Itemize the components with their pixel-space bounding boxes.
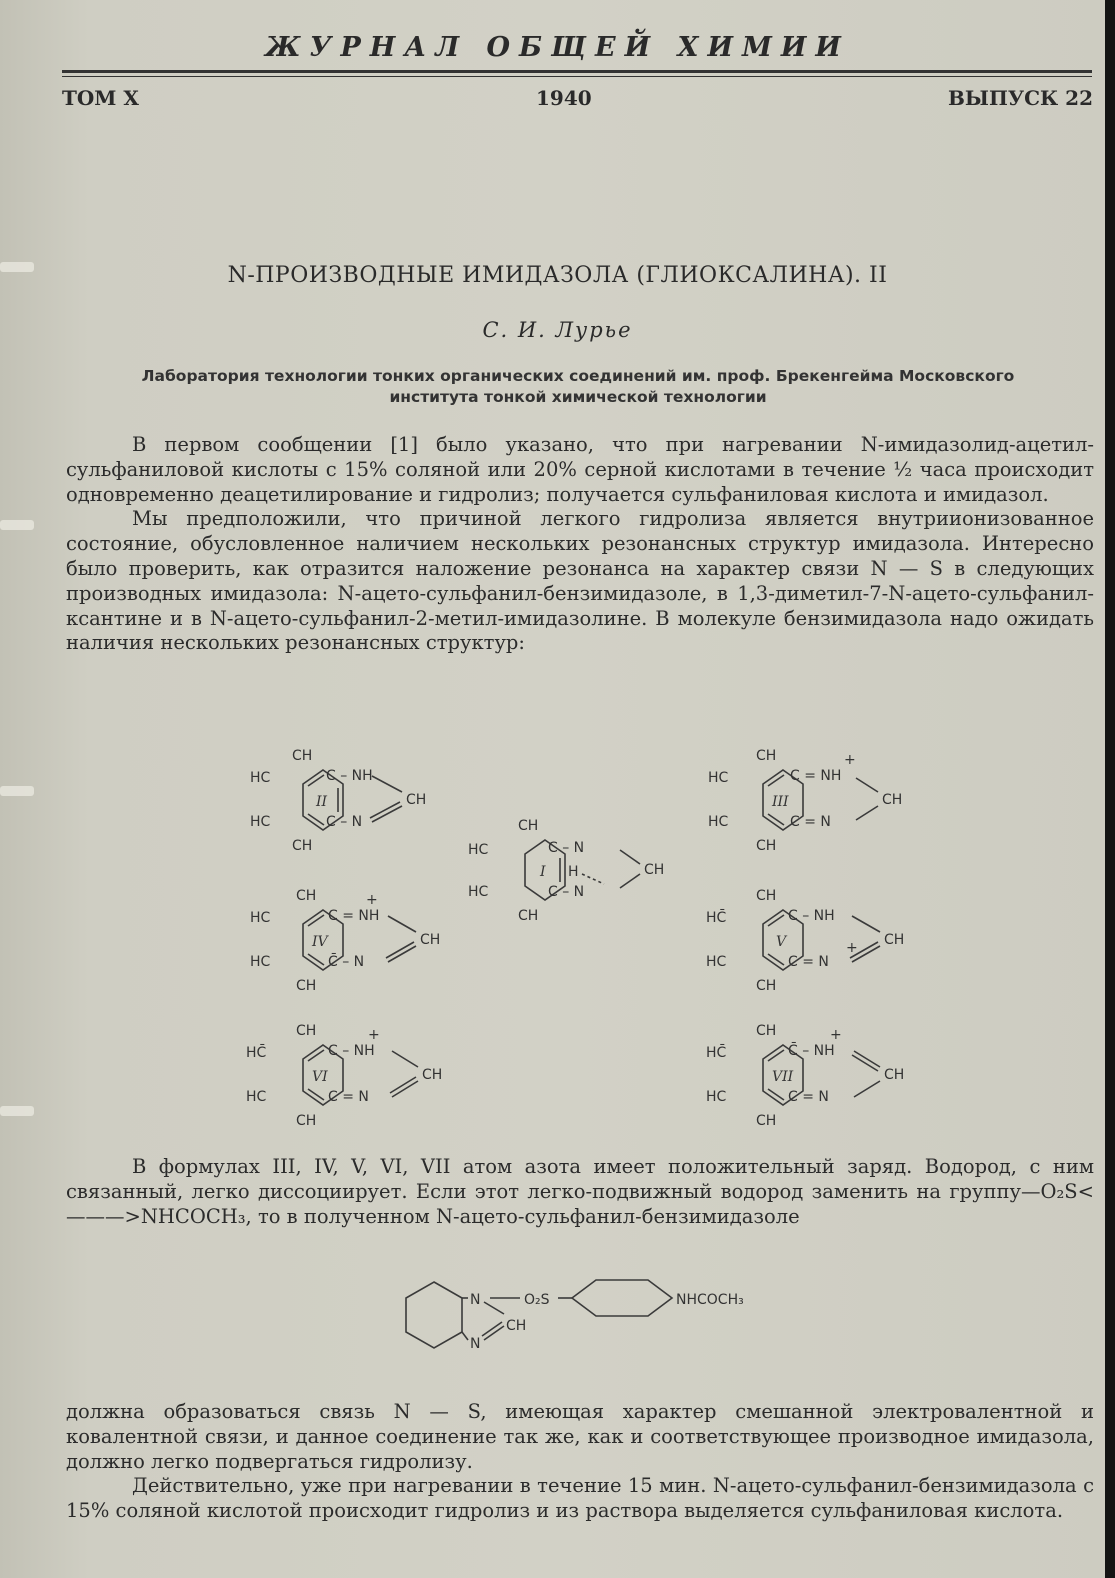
volume-label: ТОМ X (62, 86, 139, 110)
paragraph-2: Мы предположили, что причиной легкого гидролиза является внутриионизованное состояние, обусловленное наличием нескольких резонансных структур имидазола. Интересно было проверить, как отразится наложение резонанса на характер связи N — S в следующих производных имидазола: N-ацето-сульфанил-бензимидазоле, в 1,3-диметил-7-N-ацето-сульфанил-ксантине и в N-ацето-сульфанил-2-метил-имидазолине. В молекуле бензимидазола надо ожидать наличия нескольких резонансных структур: (66, 507, 1094, 655)
label-ch-top: CH (518, 818, 539, 834)
ring-double-bond (768, 915, 784, 926)
label-c-n: C – N (548, 884, 585, 900)
paragraph-3: В формулах III, IV, V, VI, VII атом азота имеет положительный заряд. Водород, с ним связанный, легко диссоциирует. Если этот легко-подвижный водород заменить на группу—O₂S<———>NHCOCH₃, то в полученном N-ацето-сульфанил-бензимидазоле (66, 1155, 1094, 1228)
label-n-top: N (470, 1292, 481, 1308)
affiliation-line-1: Лаборатория технологии тонких органических соединений им. проф. Брекенгейма Московского (141, 367, 1015, 385)
plus-charge: + (844, 752, 856, 768)
numeral-V: V (776, 934, 787, 950)
label-ch: CH (420, 932, 441, 948)
paragraph-5: Действительно, уже при нагревании в течение 15 мин. N-ацето-сульфанил-бензимидазола с 15% соляной кислотой происходит гидролиз и из раствора выделяется сульфаниловая кислота. (66, 1474, 1094, 1523)
intro-text (66, 433, 1094, 656)
header-rule-thin (62, 76, 1092, 77)
year-label: 1940 (536, 86, 592, 110)
label-ch-bottom: CH (296, 978, 317, 994)
label-hc: HC (708, 814, 729, 830)
article-author: С. И. Лурье (482, 318, 633, 342)
label-n-bottom: N (470, 1336, 481, 1352)
label-ch-top: CH (756, 1023, 777, 1039)
label-hc-minus: HC̄ (246, 1045, 267, 1061)
header-rule (62, 70, 1092, 73)
label-hc: HC (468, 842, 489, 858)
label-ch-top: CH (296, 888, 317, 904)
label-ch-top: CH (296, 1023, 317, 1039)
label-c-n: C – N (548, 840, 585, 856)
bond (392, 1051, 418, 1067)
bond (620, 874, 640, 888)
benzene-ring (406, 1282, 462, 1348)
plus-charge: + (368, 1027, 380, 1043)
middle-text (66, 1155, 1094, 1229)
plus-charge: + (366, 892, 378, 908)
label-ch: CH (884, 1067, 905, 1083)
label-hc-minus: HC̄ (706, 1045, 727, 1061)
label-hc-minus: HC̄ (706, 910, 727, 926)
label-ch-bottom: CH (292, 838, 313, 854)
structure-IV (250, 888, 440, 994)
structure-V (706, 888, 904, 994)
bond (856, 806, 878, 820)
h-bond-dotted (582, 874, 604, 884)
label-ch: CH (406, 792, 427, 808)
label-ch: CH (506, 1318, 527, 1334)
affiliation (60, 366, 1096, 408)
resonance-structures-figure (0, 735, 1115, 1175)
label-hc: HC (708, 770, 729, 786)
label-ch: CH (884, 932, 905, 948)
benzene-ring-para (572, 1280, 672, 1316)
bond (852, 916, 880, 932)
label-ch: CH (882, 792, 903, 808)
structure-VI (246, 1023, 442, 1129)
bond (484, 1302, 504, 1314)
label-c-eq-n: C = N (328, 1089, 369, 1105)
structure-I (468, 818, 664, 924)
paragraph-4: должна образоваться связь N — S, имеющая характер смешанной электровалентной и ковалентной связи, и данное соединение так же, как и соответствующее производное имидазола, должно легко подвергаться гидролизу. (66, 1400, 1094, 1473)
label-c-eq-nh: C = NH (790, 768, 842, 784)
label-c-n: C – N (326, 814, 363, 830)
structure-II (250, 748, 426, 854)
ring-double-bond (308, 1089, 324, 1100)
binding-hole (0, 520, 34, 530)
journal-name: ЖУРНАЛ ОБЩЕЙ ХИМИИ (265, 32, 850, 63)
label-c-eq-n: C = N (788, 954, 829, 970)
label-ch-bottom: CH (518, 908, 539, 924)
label-cminus-nh: C̄ – NH (788, 1043, 835, 1059)
label-hc: HC (250, 954, 271, 970)
issue-label: ВЫПУСК 22 (948, 86, 1093, 110)
label-hc: HC (250, 910, 271, 926)
label-hc: HC (250, 770, 271, 786)
ring-double-bond (308, 954, 324, 965)
label-o2s: O₂S (524, 1292, 550, 1308)
label-nhcoch3: NHCOCH₃ (676, 1292, 744, 1308)
numeral-III: III (772, 794, 789, 810)
label-ch-bottom: CH (756, 838, 777, 854)
ring-double-bond (308, 814, 324, 825)
sulfanil-benzimidazole-formula (400, 1278, 860, 1378)
label-ch-top: CH (756, 748, 777, 764)
label-c-eq-n: C = N (790, 814, 831, 830)
closing-text (66, 1400, 1094, 1524)
label-hc: HC (246, 1089, 267, 1105)
ring-double-bond (768, 1050, 784, 1061)
plus-charge: + (830, 1027, 842, 1043)
label-hc: HC (250, 814, 271, 830)
label-ch-top: CH (292, 748, 313, 764)
ring-double-bond (308, 775, 324, 786)
label-hc: HC (706, 1089, 727, 1105)
numeral-II: II (316, 794, 328, 810)
label-h: H (568, 864, 579, 880)
structure-VII (706, 1023, 904, 1129)
plus-charge: + (846, 940, 858, 956)
label-ch-bottom: CH (756, 1113, 777, 1129)
label-ch: CH (644, 862, 665, 878)
label-c-eq-nh: C = NH (328, 908, 380, 924)
ring-double-bond (308, 915, 324, 926)
numeral-VI: VI (312, 1069, 328, 1085)
label-c-eq-n: C = N (788, 1089, 829, 1105)
label-hc: HC (468, 884, 489, 900)
label-c-nh: C – NH (326, 768, 373, 784)
numeral-I: I (540, 864, 546, 880)
bond (388, 916, 416, 932)
paragraph-1: В первом сообщении [1] было указано, что при нагревании N-имидазолид-ацетил-сульфаниловой кислоты с 15% соляной или 20% серной кислотами в течение ½ часа происходит одновременно деацетилирование и гидролиз; получается сульфаниловая кислота и имидазол. (66, 433, 1094, 506)
ring-double-bond (308, 1050, 324, 1061)
numeral-VII: VII (772, 1069, 794, 1085)
ring-double-bond (768, 814, 784, 825)
article-title: N-ПРОИЗВОДНЫЕ ИМИДАЗОЛА (ГЛИОКСАЛИНА). II (227, 263, 888, 288)
numeral-IV: IV (312, 934, 328, 950)
label-hc: HC (706, 954, 727, 970)
label-c-nh: C – NH (788, 908, 835, 924)
ring-double-bond (768, 954, 784, 965)
bond (462, 1332, 468, 1340)
bond (854, 1081, 880, 1097)
structure-III (708, 748, 902, 854)
ring-double-bond (768, 775, 784, 786)
label-cminus-n: C̄ – N (328, 954, 365, 970)
ring-double-bond (768, 1089, 784, 1100)
bond (620, 850, 640, 864)
bond (372, 776, 402, 792)
label-c-nh: C – NH (328, 1043, 375, 1059)
bond (856, 778, 878, 792)
label-ch-top: CH (756, 888, 777, 904)
label-ch-bottom: CH (756, 978, 777, 994)
label-ch: CH (422, 1067, 443, 1083)
label-ch-bottom: CH (296, 1113, 317, 1129)
affiliation-line-2: института тонкой химической технологии (389, 388, 767, 406)
